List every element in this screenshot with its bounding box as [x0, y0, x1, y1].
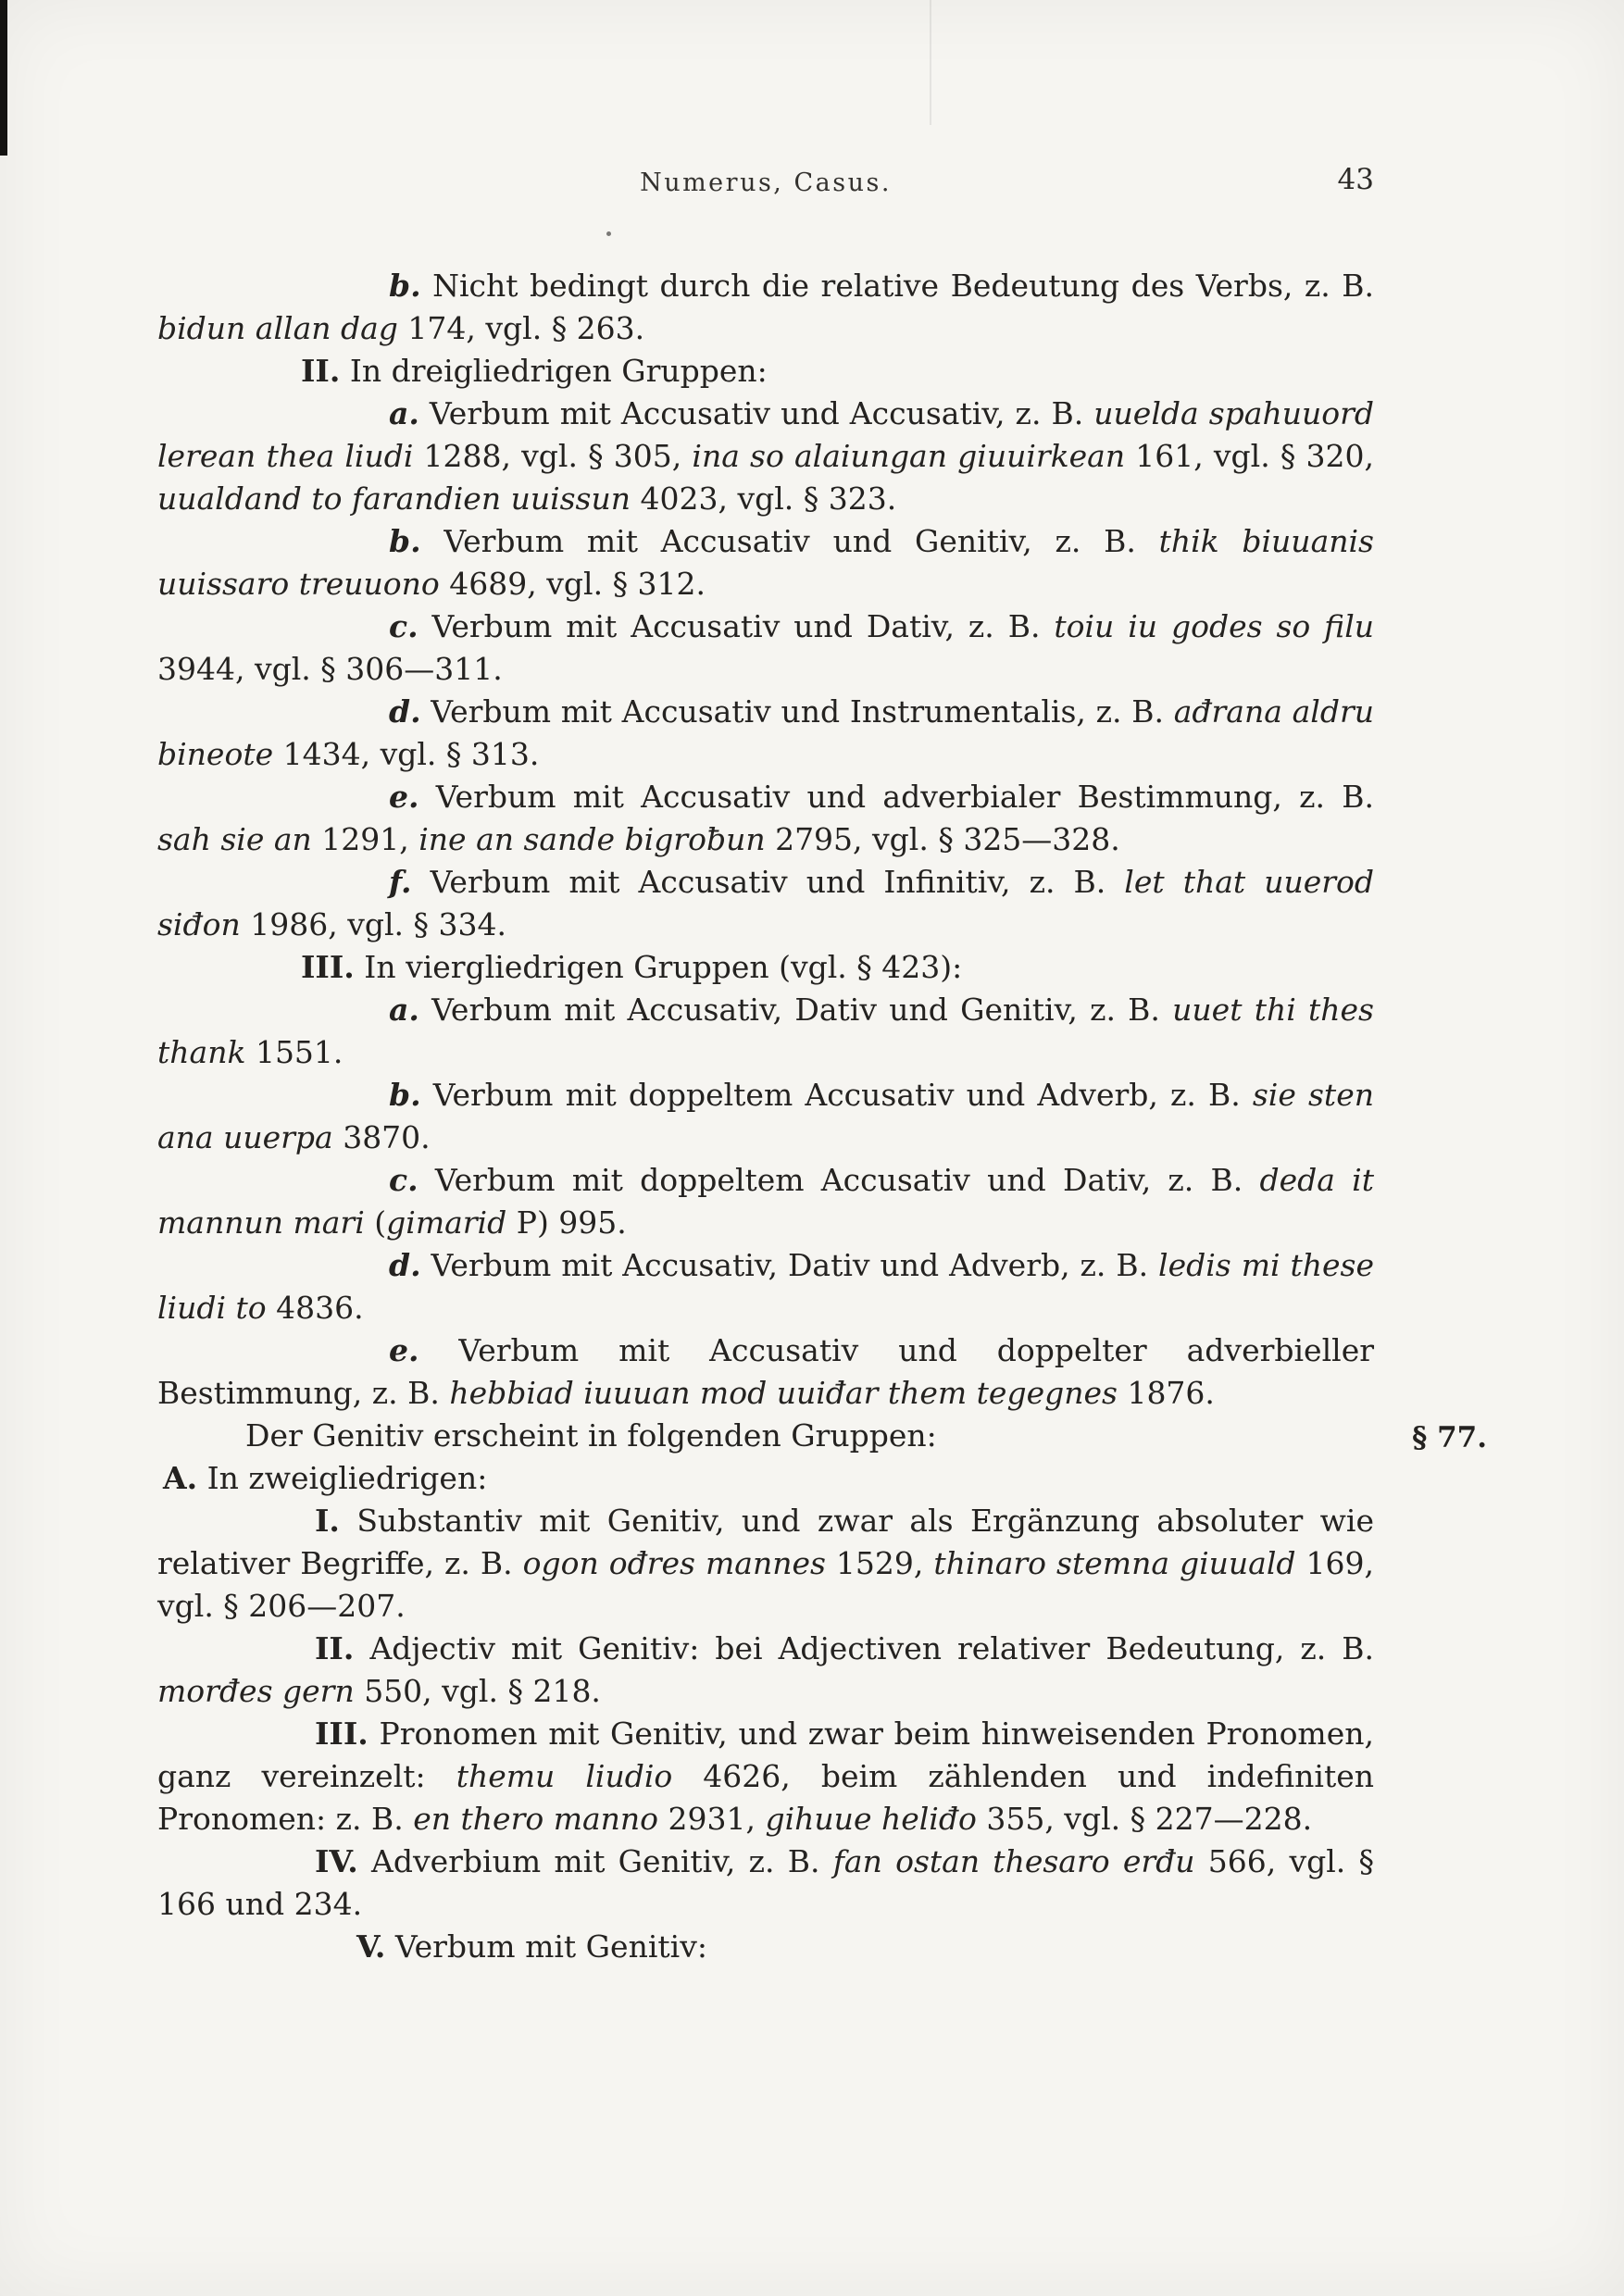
text-segment: Verbum mit Accusativ, Dativ und Genitiv, z. B.: [418, 992, 1173, 1028]
text-segment: 566, vgl. § 166 und 234.: [157, 1843, 1374, 1922]
text-segment: 4836.: [266, 1290, 364, 1326]
paragraph: [157, 989, 1374, 1074]
paragraph: [157, 946, 1374, 989]
text-segment: morđes gern: [157, 1673, 355, 1709]
scan-edge-artifact: [0, 0, 7, 156]
text-segment: 1529,: [825, 1545, 934, 1581]
paragraph: [157, 265, 1374, 350]
paragraph: [157, 1244, 1374, 1329]
text-segment: hebbiad iuuuan mod uuiđar them tegegnes: [449, 1375, 1118, 1411]
text-segment: thinaro stemna giuuald: [933, 1545, 1296, 1581]
text-segment: fan ostan thesaro erđu: [832, 1843, 1195, 1879]
text-segment: e.: [389, 1332, 419, 1368]
text-segment: III.: [315, 1716, 369, 1752]
text-segment: (: [364, 1204, 387, 1241]
text-segment: A.: [163, 1460, 198, 1496]
text-segment: b.: [389, 523, 421, 559]
text-segment: 2795, vgl. § 325—328.: [765, 821, 1120, 857]
text-segment: bidun allan dag: [157, 310, 398, 346]
text-segment: 4023, vgl. § 323.: [631, 480, 897, 517]
text-segment: toiu iu godes so filu: [1054, 608, 1374, 644]
text-segment: b.: [389, 268, 421, 304]
paragraph: [157, 1713, 1374, 1841]
text-segment: Adjectiv mit Genitiv: bei Adjectiven relativer Bedeutung, z. B.: [354, 1630, 1374, 1666]
paragraph: [157, 1074, 1374, 1159]
text-segment: 1291,: [311, 821, 419, 857]
paragraph: [157, 1841, 1374, 1926]
text-segment: 355, vgl. § 227—228.: [976, 1801, 1313, 1837]
text-segment: f.: [389, 864, 412, 900]
text-segment: 3870.: [332, 1119, 431, 1155]
text-segment: 3944, vgl. § 306—311.: [157, 651, 503, 687]
text-segment: III.: [301, 949, 355, 985]
running-head: Numerus, Casus.: [640, 168, 892, 197]
text-segment: P) 995.: [506, 1204, 627, 1241]
text-segment: deda it mannun mari: [157, 1162, 1374, 1241]
text-segment: Verbum mit Accusativ und Genitiv, z. B.: [420, 523, 1159, 559]
text-segment: II.: [301, 353, 341, 389]
text-segment: uuet thi thes thank: [157, 992, 1374, 1070]
paragraph: [157, 393, 1374, 520]
text-segment: d.: [389, 693, 421, 730]
text-segment: sah sie an: [157, 821, 312, 857]
text-segment: Verbum mit Accusativ und adverbialer Bestimmung, z. B.: [418, 779, 1374, 815]
paragraph: [157, 1159, 1374, 1244]
text-segment: uuelda spahuuord lerean thea liudi: [157, 395, 1375, 474]
text-segment: 1288, vgl. § 305,: [413, 438, 693, 474]
paragraph: [157, 1415, 1487, 1457]
text-segment: I.: [315, 1503, 340, 1539]
text-segment: d.: [389, 1247, 421, 1283]
text-segment: 1434, vgl. § 313.: [273, 736, 540, 772]
text-segment: 4626, beim zählenden und indefiniten Pronomen: z. B.: [157, 1758, 1374, 1837]
text-segment: ine an sande bigroƀun: [418, 821, 766, 857]
paragraph: [157, 605, 1374, 691]
text-segment: Nicht bedingt durch die relative Bedeutung des Verbs, z. B.: [420, 268, 1374, 304]
paragraph: [157, 776, 1374, 861]
text-segment: 2931,: [658, 1801, 766, 1837]
text-segment: II.: [315, 1630, 355, 1666]
text-segment: a.: [389, 992, 419, 1028]
text-block: [157, 265, 1487, 1968]
text-segment: V.: [356, 1928, 386, 1965]
text-segment: themu liudio: [456, 1758, 673, 1794]
paragraph: [157, 1329, 1374, 1415]
text-segment: 174, vgl. § 263.: [397, 310, 645, 346]
text-segment: gihuue heliđo: [765, 1801, 977, 1837]
text-segment: Verbum mit Genitiv:: [385, 1928, 707, 1965]
text-segment: In dreigliedrigen Gruppen:: [340, 353, 768, 389]
text-segment: let that uuerod siđon: [157, 864, 1374, 942]
text-segment: 161, vgl. § 320,: [1125, 438, 1374, 474]
text-segment: 1876.: [1117, 1375, 1215, 1411]
text-segment: gimarid: [386, 1204, 507, 1241]
scan-crease-artifact: [930, 0, 931, 125]
text-segment: In zweigliedrigen:: [197, 1460, 488, 1496]
text-segment: a.: [389, 395, 419, 431]
text-segment: 1551.: [245, 1034, 344, 1070]
text-segment: Verbum mit Accusativ und Accusativ, z. B.: [418, 395, 1094, 431]
text-segment: 4689, vgl. § 312.: [439, 566, 706, 602]
text-segment: ledis mi these liudi to: [157, 1247, 1374, 1326]
text-segment: b.: [389, 1077, 421, 1113]
text-segment: uualdand to farandien uuissun: [157, 480, 631, 517]
text-segment: ina so alaiungan giuuirkean: [692, 438, 1126, 474]
paragraph: [157, 861, 1374, 946]
text-segment: Verbum mit Accusativ, Dativ und Adverb, z. B.: [420, 1247, 1159, 1283]
text-segment: Substantiv mit Genitiv, und zwar als Ergänzung absoluter wie relativer Begriffe, z. B.: [157, 1503, 1374, 1581]
paragraph: [157, 1628, 1374, 1713]
text-segment: e.: [389, 779, 419, 815]
text-segment: sie sten ana uuerpa: [157, 1077, 1374, 1155]
text-segment: In viergliedrigen Gruppen (vgl. § 423):: [354, 949, 963, 985]
text-segment: Verbum mit Accusativ und Infinitiv, z. B.: [411, 864, 1125, 900]
paragraph: [157, 691, 1374, 776]
paragraph: [157, 1926, 1374, 1968]
text-segment: thik biuuanis uuissaro treuuono: [157, 523, 1374, 602]
text-segment: Der Genitiv erscheint in folgenden Gruppen:: [245, 1417, 937, 1454]
text-segment: IV.: [315, 1843, 358, 1879]
text-segment: Verbum mit Accusativ und Dativ, z. B.: [418, 608, 1055, 644]
text-segment: c.: [389, 608, 418, 644]
paragraph: [157, 1457, 1374, 1500]
text-segment: en thero manno: [413, 1801, 659, 1837]
text-segment: Verbum mit Accusativ und doppelter adverbieller Bestimmung, z. B.: [157, 1332, 1374, 1411]
text-segment: Adverbium mit Genitiv, z. B.: [357, 1843, 833, 1879]
text-segment: 550, vgl. § 218.: [354, 1673, 601, 1709]
paragraph: [157, 350, 1374, 393]
section-number-margin-note: § 77.: [1412, 1421, 1487, 1454]
text-segment: ogon ođres mannes: [522, 1545, 826, 1581]
text-segment: Verbum mit doppeltem Accusativ und Adverb, z. B.: [420, 1077, 1253, 1113]
text-segment: 1986, vgl. § 334.: [240, 906, 506, 942]
text-segment: c.: [389, 1162, 418, 1198]
text-segment: Pronomen mit Genitiv, und zwar beim hinweisenden Pronomen, ganz vereinzelt:: [157, 1716, 1374, 1794]
scan-speck-artifact: [606, 231, 611, 236]
text-segment: Verbum mit Accusativ und Instrumentalis, z. B.: [420, 693, 1174, 730]
paragraph: [157, 1500, 1374, 1628]
text-segment: ađrana aldru bineote: [157, 693, 1375, 772]
page-number: 43: [1337, 163, 1374, 196]
text-segment: Verbum mit doppeltem Accusativ und Dativ, z. B.: [418, 1162, 1260, 1198]
text-segment: 169, vgl. § 206—207.: [157, 1545, 1375, 1624]
paragraph: [157, 520, 1374, 605]
